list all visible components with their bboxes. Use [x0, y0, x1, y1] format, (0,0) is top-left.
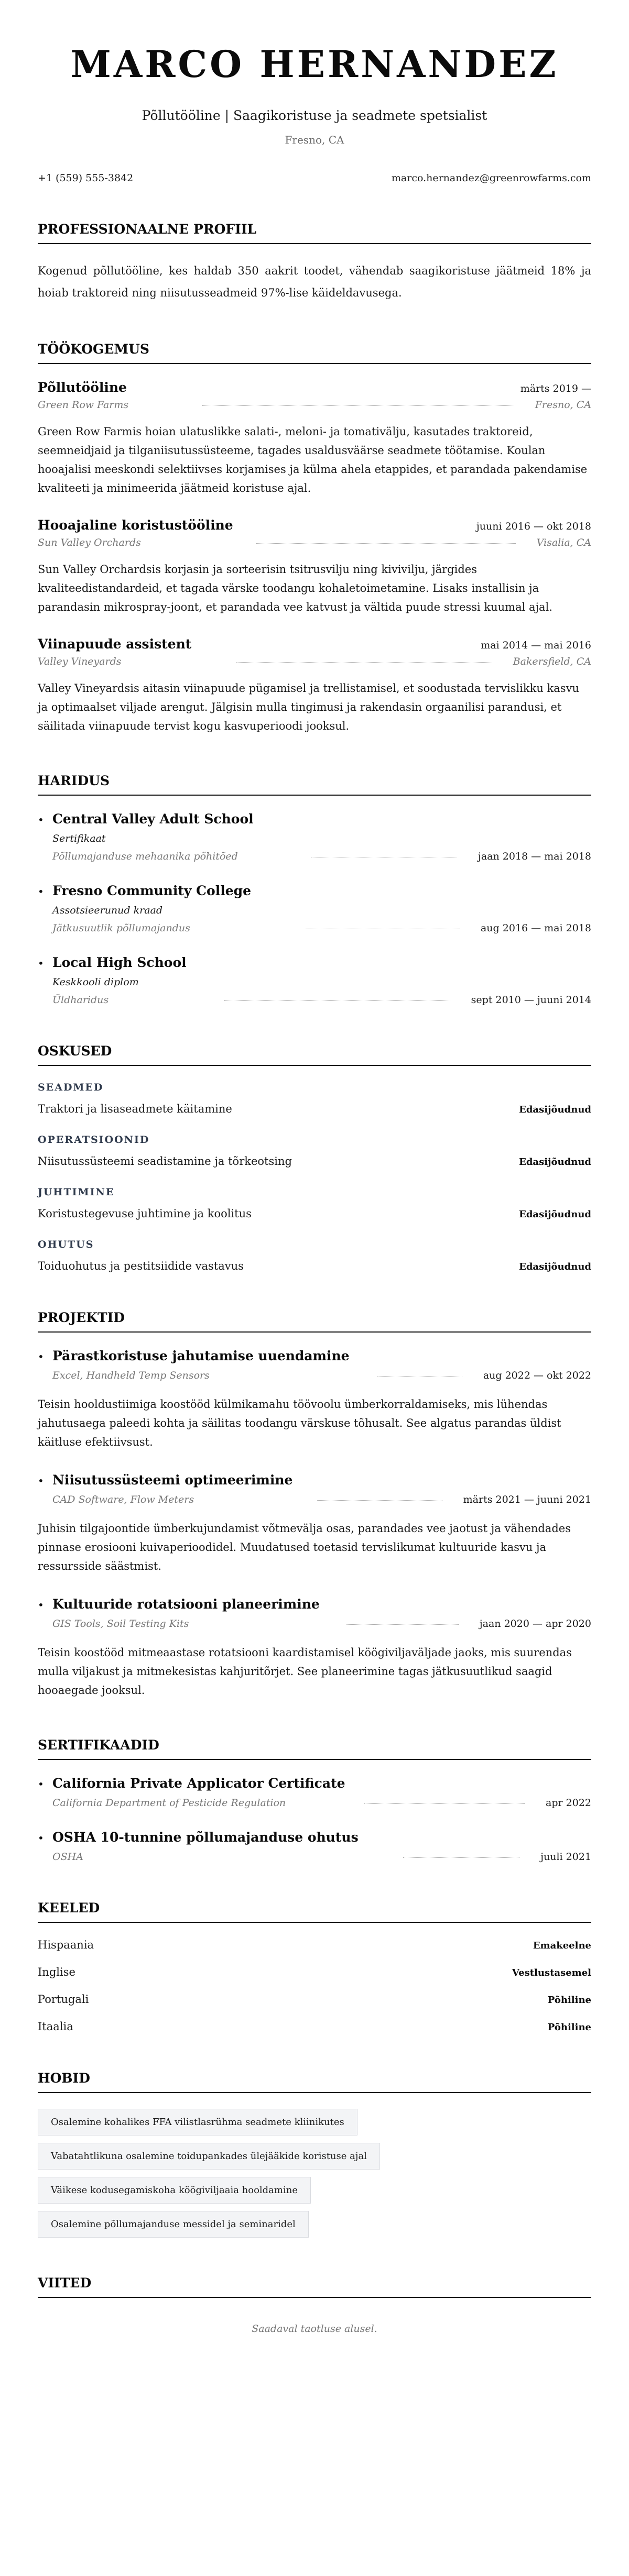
skill-group — [38, 1082, 591, 1115]
dotted-leader — [317, 1500, 442, 1501]
language-row — [38, 1966, 591, 1978]
hobby-tag: Väikese kodusegamiskoha köögiviljaaia hooldamine — [38, 2177, 311, 2204]
skill-level: Edasijõudnud — [519, 1157, 591, 1168]
skill-name: Toiduohutus ja pestitsiidide vastavus — [38, 1260, 244, 1272]
section-title-experience: TÖÖKOGEMUS — [38, 342, 591, 364]
job-entry — [38, 636, 591, 735]
candidate-tagline: Põllutööline | Saagikoristuse ja seadmete spetsialist — [142, 108, 487, 123]
language-row — [38, 1939, 591, 1951]
contact-row — [38, 172, 591, 184]
skill-category: OHUTUS — [38, 1239, 94, 1250]
education-entry — [38, 883, 591, 934]
project-tools: CAD Software, Flow Meters — [52, 1494, 194, 1505]
bullet-icon: • — [38, 885, 44, 898]
references-note: Saadaval taotluse alusel. — [252, 2323, 377, 2335]
project-title: Kultuuride rotatsiooni planeerimine — [52, 1597, 320, 1612]
skill-name: Traktori ja lisaseadmete käitamine — [38, 1103, 232, 1115]
language-level: Põhiline — [547, 2022, 591, 2033]
certifications-section — [38, 1737, 591, 1863]
project-entry — [38, 1597, 591, 1700]
language-name: Hispaania — [38, 1939, 94, 1951]
references-section — [38, 2275, 591, 2335]
job-date: märts 2019 — — [520, 383, 591, 394]
job-company: Valley Vineyards — [38, 656, 122, 667]
job-entry — [38, 380, 591, 498]
skill-name: Niisutussüsteemi seadistamine ja tõrkeotsing — [38, 1155, 292, 1168]
job-location: Fresno, CA — [535, 399, 591, 411]
certification-name: OSHA 10-tunnine põllumajanduse ohutus — [52, 1830, 359, 1845]
section-title-projects: PROJEKTID — [38, 1310, 591, 1333]
project-entry — [38, 1472, 591, 1576]
project-tools: GIS Tools, Soil Testing Kits — [52, 1618, 189, 1630]
hobby-tag: Osalemine kohalikes FFA vilistlasrühma seadmete kliinikutes — [38, 2109, 357, 2135]
skill-level: Edasijõudnud — [519, 1209, 591, 1220]
experience-section — [38, 342, 591, 735]
language-name: Inglise — [38, 1966, 75, 1978]
project-title: Pärastkoristuse jahutamise uuendamine — [52, 1348, 350, 1363]
job-location: Bakersfield, CA — [513, 656, 591, 667]
hobbies-section — [38, 2071, 591, 2238]
job-entry — [38, 518, 591, 617]
certification-date: apr 2022 — [546, 1797, 591, 1809]
project-date: jaan 2020 — apr 2020 — [479, 1618, 591, 1630]
skill-category: JUHTIMINE — [38, 1186, 115, 1198]
bullet-icon: • — [38, 1350, 44, 1363]
language-row — [38, 2020, 591, 2033]
skill-level: Edasijõudnud — [519, 1104, 591, 1115]
certification-name: California Private Applicator Certificate — [52, 1776, 345, 1791]
school-name: Fresno Community College — [52, 883, 251, 898]
education-section — [38, 773, 591, 1006]
dotted-leader — [364, 1803, 525, 1804]
project-description: Teisin hooldustiimiga koostööd külmikamahu töövoolu ümberkorraldamiseks, mis lühendas jahutusaega paleedi kohta ja säilitas toodangu värskuse tõhusalt. See algatus parandas üldist käitluse efektiivsust. — [38, 1398, 561, 1448]
projects-section — [38, 1310, 591, 1700]
dotted-leader — [377, 1376, 462, 1377]
job-description: Green Row Farmis hoian ulatuslikke salati-, meloni- ja tomativälju, kasutades traktoreid, seemneidjaid ja tilganiisutussüsteeme, tagades usaldusväärse seadmete töötamise. Koulan hooajalisi meeskondi selektiivses korjamises ja külma ahela etappides, et parandada pakendamise kvaliteeti ja minimeerida jäätmeid koristuse ajal. — [38, 425, 588, 494]
project-tools: Excel, Handheld Temp Sensors — [52, 1370, 210, 1381]
hobby-tag: Vabatahtlikuna osalemine toidupankades ülejääkide koristuse ajal — [38, 2143, 380, 2170]
project-description: Teisin koostööd mitmeaastase rotatsiooni kaardistamisel köögiviljaväljade jaoks, mis suurendas mulla viljakust ja mitmekesistas kahjuritõrjet. See planeerimine tagas jätkusuutlikud saagid hooaegade jooksul. — [38, 1646, 572, 1697]
project-date: märts 2021 — juuni 2021 — [463, 1494, 591, 1505]
certification-entry — [38, 1776, 591, 1809]
dotted-leader — [224, 1000, 450, 1001]
certification-entry — [38, 1830, 591, 1863]
bullet-icon: • — [38, 1778, 44, 1790]
project-description: Juhisin tilgajoontide ümberkujundamist võtmevälja osas, parandades vee jaotust ja vähendades pinnase erosiooni kuivaperioodidel. Muudatused toetasid tervislikumat kultuuride kasvu ja ressursside säästmist. — [38, 1522, 571, 1572]
school-name: Local High School — [52, 955, 187, 970]
section-title-references: VIITED — [38, 2275, 591, 2298]
dotted-leader — [403, 1857, 519, 1858]
section-title-certifications: SERTIFIKAADID — [38, 1737, 591, 1760]
job-company: Sun Valley Orchards — [38, 537, 141, 548]
hobby-tag: Osalemine põllumajanduse messidel ja seminaridel — [38, 2211, 309, 2238]
skill-category: OPERATSIOONID — [38, 1134, 150, 1146]
job-title: Hooajaline koristustööline — [38, 518, 233, 533]
bullet-icon: • — [38, 1474, 44, 1487]
section-title-hobbies: HOBID — [38, 2071, 591, 2093]
language-name: Itaalia — [38, 2020, 73, 2033]
candidate-name: MARCO HERNANDEZ — [70, 42, 559, 86]
field-of-study: Üldharidus — [52, 994, 109, 1006]
project-date: aug 2022 — okt 2022 — [483, 1370, 591, 1381]
bullet-icon: • — [38, 1599, 44, 1611]
job-title: Viinapuude assistent — [38, 636, 192, 652]
section-title-skills: OSKUSED — [38, 1043, 591, 1066]
field-of-study: Põllumajanduse mehaanika põhitõed — [52, 851, 238, 862]
language-row — [38, 1993, 591, 2006]
email-address: marco.hernandez@greenrowfarms.com — [391, 172, 591, 184]
language-level: Vestlustasemel — [512, 1967, 591, 1978]
skills-section — [38, 1043, 591, 1272]
language-name: Portugali — [38, 1993, 89, 2006]
bullet-icon: • — [38, 957, 44, 970]
skill-level: Edasijõudnud — [519, 1261, 591, 1272]
dotted-leader — [236, 662, 492, 663]
education-date: jaan 2018 — mai 2018 — [478, 851, 591, 862]
school-name: Central Valley Adult School — [52, 811, 254, 827]
bullet-icon: • — [38, 1832, 44, 1844]
section-title-languages: KEELED — [38, 1900, 591, 1923]
education-date: sept 2010 — juuni 2014 — [471, 994, 591, 1006]
job-date: mai 2014 — mai 2016 — [481, 640, 591, 651]
skill-name: Koristustegevuse juhtimine ja koolitus — [38, 1207, 252, 1220]
dotted-leader — [346, 1624, 458, 1625]
resume-header — [38, 42, 591, 184]
profile-section — [38, 222, 591, 304]
job-company: Green Row Farms — [38, 399, 129, 411]
skill-group — [38, 1134, 591, 1168]
job-description: Sun Valley Orchardsis korjasin ja sorteerisin tsitrusvilju ning kivivilju, järgides kvaliteedistandardeid, et tagada värske toodangu kohaletoimetamine. Lisaks installisin ja parandasin mikrospray-joont, et parandada vee katvust ja vältida puude stressi kuumal ajal. — [38, 563, 552, 613]
certification-issuer: California Department of Pesticide Regulation — [52, 1797, 286, 1809]
degree: Sertifikaat — [52, 833, 106, 844]
degree: Assotsieerunud kraad — [52, 905, 163, 916]
dotted-leader — [202, 405, 514, 406]
dotted-leader — [256, 543, 516, 544]
job-location: Visalia, CA — [536, 537, 591, 548]
language-level: Põhiline — [547, 1995, 591, 2006]
languages-section — [38, 1900, 591, 2033]
section-title-education: HARIDUS — [38, 773, 591, 796]
job-date: juuni 2016 — okt 2018 — [476, 521, 591, 532]
profile-summary: Kogenud põllutööline, kes haldab 350 aakrit toodet, vähendab saagikoristuse jäätmeid 18% ja hoiab traktoreid ning niisutusseadmeid 97%-lise käideldavusega. — [38, 265, 591, 299]
skill-group — [38, 1186, 591, 1220]
phone-number: +1 (559) 555-3842 — [38, 172, 134, 184]
skill-group — [38, 1239, 591, 1272]
education-entry — [38, 955, 591, 1006]
section-title-profile: PROFESSIONAALNE PROFIIL — [38, 222, 591, 244]
job-description: Valley Vineyardsis aitasin viinapuude pügamisel ja trellistamisel, et soodustada tervislikku kasvu ja optimaalset viljade arengut. Jälgisin mulla tingimusi ja rakendasin orgaanilisi parandusi, et säilitada viinapuude tervist kogu kasvuperioodi jooksul. — [38, 682, 579, 732]
certification-issuer: OSHA — [52, 1851, 83, 1863]
project-title: Niisutussüsteemi optimeerimine — [52, 1472, 293, 1488]
language-level: Emakeelne — [533, 1940, 591, 1951]
bullet-icon: • — [38, 813, 44, 826]
education-date: aug 2016 — mai 2018 — [480, 922, 591, 934]
certification-date: juuli 2021 — [540, 1851, 591, 1863]
field-of-study: Jätkusuutlik põllumajandus — [52, 922, 190, 934]
skill-category: SEADMED — [38, 1082, 104, 1093]
candidate-location: Fresno, CA — [285, 134, 344, 146]
education-entry — [38, 811, 591, 862]
job-title: Põllutööline — [38, 380, 127, 395]
project-entry — [38, 1348, 591, 1451]
hobby-tags — [38, 2109, 591, 2238]
degree: Keskkooli diplom — [52, 976, 139, 988]
